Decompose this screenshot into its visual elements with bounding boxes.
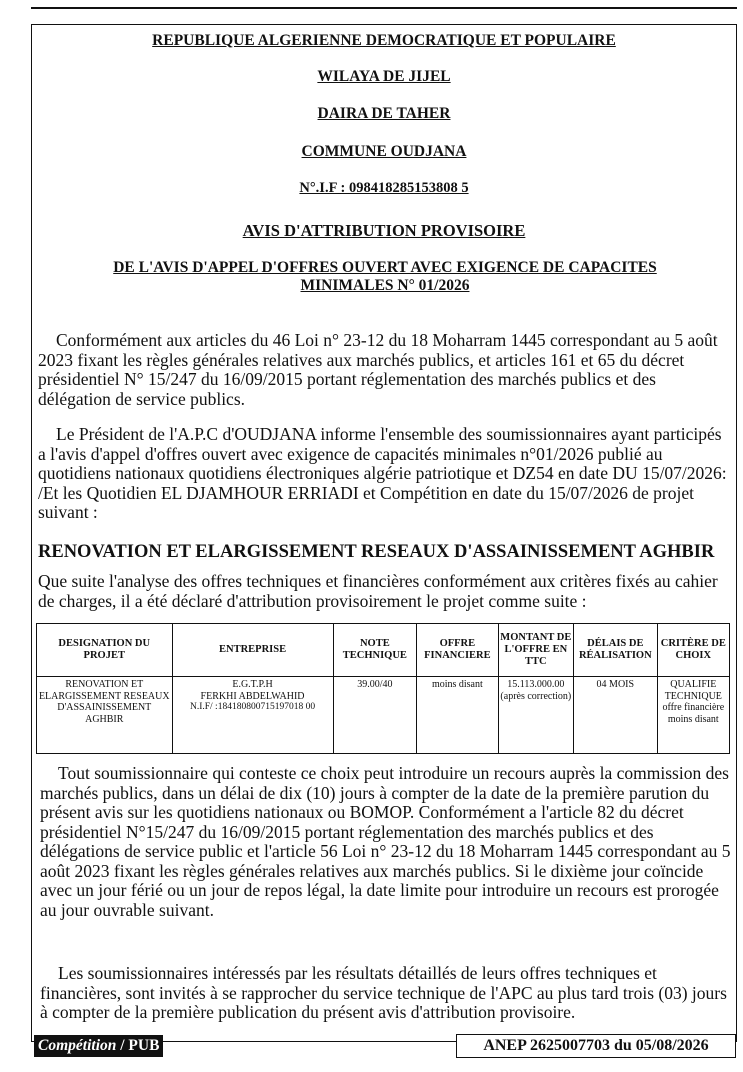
paragraph-analysis: Que suite l'analyse des offres techniques et financières conformément aux critères fixés au cahier de charges, il a été déclaré d'attribution provisoirement le projet comme suite : [38,571,718,611]
paragraph-legal-basis: Conformément aux articles du 46 Loi n° 23-12 du 18 Moharram 1445 correspondant au 5 août 2023 fixant les règles générales relatives aux marchés publics, et articles 161 et 65 du décret présidentiel N° 15/247 du 16/09/2015 portant réglementation des marchés publics et des délégation de service publics. [38,330,718,409]
project-title: RENOVATION ET ELARGISSEMENT RESEAUX D'ASSAINISSEMENT AGHBIR [38,542,715,562]
col-header-note: NOTE TECHNIQUE [333,624,417,677]
attribution-table [36,623,730,754]
header-nif: N°.I.F : 098418285153808 5 [299,180,469,196]
entreprise-name: E.G.T.P.H [232,679,273,690]
col-header-designation: DESIGNATION DU PROJET [37,624,173,677]
col-header-entreprise: ENTREPRISE [172,624,333,677]
header-republic: REPUBLIQUE ALGERIENNE DEMOCRATIQUE ET POPULAIRE [152,32,616,49]
cell-delai: 04 MOIS [574,677,658,754]
col-header-montant: MONTANT DE L'OFFRE EN TTC [498,624,573,677]
publication-name: Compétition [38,1037,117,1054]
header-commune: COMMUNE OUDJANA [301,143,467,160]
top-rule [31,7,737,9]
col-header-offre: OFFRE FINANCIERE [417,624,499,677]
cell-designation: RENOVATION ET ELARGISSEMENT RESEAUX D'ASSAINISSEMENT AGHBIR [37,677,173,754]
col-header-delais: DÉLAIS DE RÉALISATION [574,624,658,677]
table-header-row [37,624,730,677]
publication-badge [34,1035,163,1057]
notice-title: AVIS D'ATTRIBUTION PROVISOIRE [242,221,526,240]
paragraph-recourse: Tout soumissionnaire qui conteste ce choix peut introduire un recours auprès la commission des marchés publics, dans un délai de dix (10) jours à compter de la date de la première parution du présent avis sur les quotidiens nationaux ou BOMOP. Conformément a l'article 82 du décret présidentiel N°15/247 du 16/09/2015 portant réglementation des marchés publics et des délégations de service public et l'article 56 Loi n° 23-12 du 18 Moharram 1445 correspondant au 5 août 2023 fixant les règles générales relatives aux marchés publics. Si le dixième jour coïncide avec un jour férié ou un jour de repos légal, la date limite pour introduire un recours est prorogée au jour ouvrable suivant. [40,763,731,920]
col-header-critere: CRITÈRE DE CHOIX [657,624,729,677]
header-daira: DAIRA DE TAHER [317,105,451,122]
anep-reference: ANEP 2625007703 du 05/08/2026 [456,1034,736,1058]
entreprise-nif: N.I.F/ :184180800715197018 00 [189,702,316,712]
notice-subtitle: DE L'AVIS D'APPEL D'OFFRES OUVERT AVEC EXIGENCE DE CAPACITES MINIMALES N° 01/2026 [113,259,657,294]
cell-critere: QUALIFIE TECHNIQUE offre financière moins disant [657,677,729,754]
cell-entreprise [172,677,333,754]
paragraph-results: Les soumissionnaires intéressés par les résultats détaillés de leurs offres techniques et financières, sont invités à se rapprocher du service technique de l'APC au plus tard trois (03) jours à compter de la première publication du présent avis d'attribution provisoire. [40,963,727,1022]
entreprise-manager: FERKHI ABDELWAHID [200,690,305,702]
cell-note: 39.00/40 [333,677,417,754]
cell-offre: moins disant [417,677,499,754]
cell-montant: 15.113.000.00 (après correction) [498,677,573,754]
header-wilaya: WILAYA DE JIJEL [317,68,451,85]
table-row [37,677,730,754]
paragraph-information: Le Président de l'A.P.C d'OUDJANA informe l'ensemble des soumissionnaires ayant participés a l'avis d'appel d'offres ouvert avec exigence de capacités minimales n°01/2026 publié au quotidiens nationaux quotidiens électroniques algérie patriotique et DZ54 en date DU 15/07/2026: /Et les Quotidien EL DJAMHOUR ERRIADI et Compétition en date du 15/07/2026 de projet suivant : [38,424,727,522]
publication-tag: / PUB [116,1037,160,1054]
